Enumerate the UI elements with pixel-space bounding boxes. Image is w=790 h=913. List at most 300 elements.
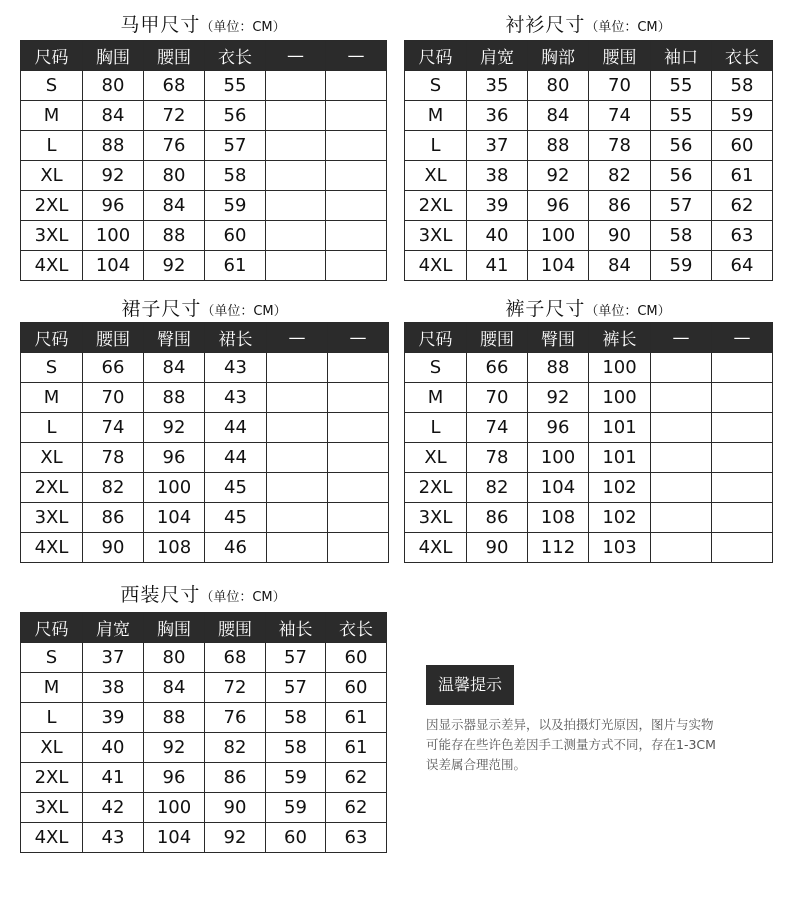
measure-cell: 64 (712, 251, 773, 281)
size-cell: XL (21, 733, 83, 763)
measure-cell: 88 (83, 131, 144, 161)
warm-tip-label: 温馨提示 (426, 665, 514, 705)
size-cell: M (21, 101, 83, 131)
measure-cell: 57 (205, 131, 266, 161)
measure-cell (712, 473, 773, 503)
measure-cell: 45 (205, 473, 267, 503)
measure-cell: 59 (266, 793, 326, 823)
table-row (21, 733, 387, 763)
column-header: 尺码 (405, 323, 467, 353)
measure-cell: 76 (205, 703, 266, 733)
measure-cell (651, 413, 712, 443)
column-header: 尺码 (21, 323, 83, 353)
measure-cell: 41 (83, 763, 144, 793)
column-header: 臀围 (528, 323, 589, 353)
size-cell: 2XL (21, 473, 83, 503)
column-header: — (712, 323, 773, 353)
measure-cell: 84 (83, 101, 144, 131)
column-header: — (328, 323, 389, 353)
table-row (405, 413, 773, 443)
measure-cell: 68 (144, 71, 205, 101)
table-row (21, 443, 389, 473)
measure-cell: 66 (83, 353, 144, 383)
measure-cell: 92 (205, 823, 266, 853)
suit-size-table (20, 612, 387, 853)
table-row (21, 643, 387, 673)
measure-cell: 96 (528, 413, 589, 443)
column-header: 衣长 (326, 613, 387, 643)
measure-cell (267, 353, 328, 383)
measure-cell: 60 (205, 221, 266, 251)
size-cell: XL (405, 161, 467, 191)
measure-cell (266, 101, 326, 131)
measure-cell (712, 503, 773, 533)
measure-cell: 100 (528, 443, 589, 473)
measure-cell: 46 (205, 533, 267, 563)
measure-cell (328, 473, 389, 503)
measure-cell: 84 (144, 191, 205, 221)
measure-cell: 57 (266, 673, 326, 703)
measure-cell: 43 (205, 383, 267, 413)
measure-cell: 86 (467, 503, 528, 533)
measure-cell (328, 413, 389, 443)
measure-cell (651, 533, 712, 563)
measure-cell: 37 (83, 643, 144, 673)
measure-cell: 60 (712, 131, 773, 161)
column-header: 肩宽 (467, 41, 528, 71)
measure-cell: 100 (589, 383, 651, 413)
size-cell: XL (21, 161, 83, 191)
measure-cell: 45 (205, 503, 267, 533)
measure-cell (326, 131, 387, 161)
measure-cell: 56 (651, 161, 712, 191)
measure-cell: 92 (83, 161, 144, 191)
size-cell: 2XL (21, 763, 83, 793)
pants-size-title: 裤子尺寸（单位：CM） (505, 298, 671, 320)
measure-cell (267, 383, 328, 413)
measure-cell: 55 (651, 101, 712, 131)
measure-cell (326, 161, 387, 191)
measure-cell (326, 191, 387, 221)
measure-cell: 56 (205, 101, 266, 131)
table-row (21, 221, 387, 251)
column-header: 衣长 (712, 41, 773, 71)
table-row (21, 101, 387, 131)
table-row (405, 383, 773, 413)
table-row (21, 673, 387, 703)
size-cell: 4XL (21, 533, 83, 563)
table-row (21, 191, 387, 221)
size-cell: M (405, 101, 467, 131)
measure-cell (267, 413, 328, 443)
measure-cell (328, 353, 389, 383)
measure-cell: 55 (651, 71, 712, 101)
measure-cell (266, 131, 326, 161)
measure-cell: 72 (144, 101, 205, 131)
warm-tip-line: 误差属合理范围。 (426, 757, 527, 772)
measure-cell: 80 (144, 161, 205, 191)
measure-cell (266, 221, 326, 251)
vest-size-block (20, 8, 386, 283)
measure-cell (651, 443, 712, 473)
measure-cell (267, 473, 328, 503)
column-header: 袖长 (266, 613, 326, 643)
measure-cell: 96 (528, 191, 589, 221)
skirt-size-title: 裙子尺寸（单位：CM） (121, 298, 287, 320)
size-cell: M (405, 383, 467, 413)
measure-cell: 41 (467, 251, 528, 281)
measure-cell: 74 (83, 413, 144, 443)
measure-cell: 74 (589, 101, 651, 131)
measure-cell: 38 (83, 673, 144, 703)
size-cell: L (405, 131, 467, 161)
measure-cell (651, 383, 712, 413)
table-row (405, 533, 773, 563)
column-header: 腰围 (205, 613, 266, 643)
measure-cell (267, 533, 328, 563)
measure-cell: 90 (589, 221, 651, 251)
measure-cell: 59 (712, 101, 773, 131)
column-header: 尺码 (405, 41, 467, 71)
table-row (21, 131, 387, 161)
measure-cell: 35 (467, 71, 528, 101)
measure-cell: 84 (144, 673, 205, 703)
column-header: 腰围 (467, 323, 528, 353)
measure-cell: 63 (712, 221, 773, 251)
measure-cell: 88 (144, 703, 205, 733)
measure-cell: 40 (83, 733, 144, 763)
measure-cell (712, 443, 773, 473)
header-row (405, 41, 773, 71)
shirt-size-block (404, 8, 772, 283)
size-cell: 3XL (21, 793, 83, 823)
table-row (21, 161, 387, 191)
measure-cell: 86 (205, 763, 266, 793)
measure-cell: 59 (651, 251, 712, 281)
table-row (405, 161, 773, 191)
table-row (21, 533, 389, 563)
column-header: — (651, 323, 712, 353)
measure-cell: 60 (326, 643, 387, 673)
measure-cell: 44 (205, 443, 267, 473)
table-row (21, 763, 387, 793)
column-header: 胸部 (528, 41, 589, 71)
size-cell: L (405, 413, 467, 443)
measure-cell: 62 (712, 191, 773, 221)
measure-cell: 56 (651, 131, 712, 161)
measure-cell: 104 (528, 251, 589, 281)
measure-cell (651, 473, 712, 503)
skirt-size-table (20, 322, 389, 563)
suit-size-block (20, 580, 386, 855)
vest-size-table (20, 40, 387, 281)
measure-cell: 108 (144, 533, 205, 563)
measure-cell: 82 (467, 473, 528, 503)
table-row (405, 353, 773, 383)
size-cell: S (21, 643, 83, 673)
size-cell: S (21, 353, 83, 383)
measure-cell: 92 (528, 383, 589, 413)
size-cell: M (21, 673, 83, 703)
measure-cell: 96 (144, 443, 205, 473)
vest-size-title: 马甲尺寸（单位：CM） (120, 14, 286, 36)
size-cell: 4XL (405, 251, 467, 281)
size-cell: L (21, 413, 83, 443)
measure-cell: 61 (326, 703, 387, 733)
measure-cell (712, 383, 773, 413)
measure-cell: 59 (205, 191, 266, 221)
measure-cell: 86 (589, 191, 651, 221)
measure-cell: 101 (589, 443, 651, 473)
measure-cell: 104 (144, 823, 205, 853)
pants-size-table (404, 322, 773, 563)
measure-cell (326, 251, 387, 281)
measure-cell: 62 (326, 763, 387, 793)
measure-cell: 36 (467, 101, 528, 131)
measure-cell: 74 (467, 413, 528, 443)
measure-cell: 100 (589, 353, 651, 383)
measure-cell: 59 (266, 763, 326, 793)
measure-cell: 38 (467, 161, 528, 191)
measure-cell: 102 (589, 503, 651, 533)
measure-cell: 39 (83, 703, 144, 733)
measure-cell (267, 503, 328, 533)
suit-size-title: 西装尺寸（单位：CM） (120, 584, 286, 606)
column-header: 胸围 (83, 41, 144, 71)
size-cell: S (405, 71, 467, 101)
measure-cell: 57 (651, 191, 712, 221)
size-cell: M (21, 383, 83, 413)
measure-cell: 88 (528, 353, 589, 383)
table-row (405, 71, 773, 101)
size-cell: XL (405, 443, 467, 473)
column-header: 尺码 (21, 41, 83, 71)
column-header: — (266, 41, 326, 71)
warm-tip-line: 因显示器显示差异，以及拍摄灯光原因，图片与实物 (426, 717, 714, 732)
measure-cell (267, 443, 328, 473)
measure-cell: 96 (83, 191, 144, 221)
table-row (405, 131, 773, 161)
measure-cell (266, 71, 326, 101)
measure-cell: 43 (83, 823, 144, 853)
warm-tip-line: 可能存在些许色差因手工测量方式不同，存在1-3CM (426, 737, 716, 752)
measure-cell (651, 503, 712, 533)
measure-cell: 92 (144, 251, 205, 281)
measure-cell: 63 (326, 823, 387, 853)
measure-cell: 90 (205, 793, 266, 823)
header-row (21, 41, 387, 71)
measure-cell: 70 (589, 71, 651, 101)
table-row (405, 251, 773, 281)
measure-cell: 61 (326, 733, 387, 763)
pants-size-block (404, 292, 772, 567)
column-header: 腰围 (589, 41, 651, 71)
measure-cell: 92 (144, 733, 205, 763)
table-row (21, 71, 387, 101)
table-row (21, 413, 389, 443)
size-cell: 4XL (21, 823, 83, 853)
measure-cell (326, 71, 387, 101)
table-row (405, 101, 773, 131)
measure-cell: 58 (266, 703, 326, 733)
table-row (405, 221, 773, 251)
measure-cell: 76 (144, 131, 205, 161)
measure-cell: 104 (144, 503, 205, 533)
column-header: — (267, 323, 328, 353)
column-header: 腰围 (83, 323, 144, 353)
size-cell: 4XL (21, 251, 83, 281)
measure-cell: 84 (144, 353, 205, 383)
column-header: 衣长 (205, 41, 266, 71)
measure-cell: 102 (589, 473, 651, 503)
shirt-size-table (404, 40, 773, 281)
measure-cell: 60 (266, 823, 326, 853)
measure-cell: 100 (528, 221, 589, 251)
measure-cell: 90 (83, 533, 144, 563)
measure-cell: 104 (83, 251, 144, 281)
measure-cell: 82 (589, 161, 651, 191)
measure-cell: 108 (528, 503, 589, 533)
column-header: 袖口 (651, 41, 712, 71)
measure-cell: 80 (528, 71, 589, 101)
warm-tip-text (426, 715, 776, 775)
measure-cell: 44 (205, 413, 267, 443)
shirt-size-title: 衬衫尺寸（单位：CM） (505, 14, 671, 36)
size-cell: S (21, 71, 83, 101)
measure-cell: 58 (205, 161, 266, 191)
measure-cell: 80 (83, 71, 144, 101)
measure-cell: 100 (83, 221, 144, 251)
measure-cell: 40 (467, 221, 528, 251)
measure-cell: 42 (83, 793, 144, 823)
measure-cell: 103 (589, 533, 651, 563)
measure-cell: 84 (589, 251, 651, 281)
column-header: 尺码 (21, 613, 83, 643)
size-cell: 4XL (405, 533, 467, 563)
measure-cell: 92 (144, 413, 205, 443)
table-row (405, 191, 773, 221)
column-header: 裤长 (589, 323, 651, 353)
measure-cell: 112 (528, 533, 589, 563)
column-header: 臀围 (144, 323, 205, 353)
measure-cell (712, 533, 773, 563)
measure-cell: 58 (712, 71, 773, 101)
measure-cell: 100 (144, 793, 205, 823)
size-cell: 3XL (21, 221, 83, 251)
measure-cell: 100 (144, 473, 205, 503)
measure-cell (712, 413, 773, 443)
size-cell: 2XL (21, 191, 83, 221)
header-row (21, 613, 387, 643)
measure-cell (326, 101, 387, 131)
table-row (21, 503, 389, 533)
measure-cell: 96 (144, 763, 205, 793)
measure-cell: 62 (326, 793, 387, 823)
size-cell: S (405, 353, 467, 383)
column-header: 腰围 (144, 41, 205, 71)
size-cell: L (21, 703, 83, 733)
measure-cell: 104 (528, 473, 589, 503)
measure-cell: 68 (205, 643, 266, 673)
table-row (21, 703, 387, 733)
measure-cell: 43 (205, 353, 267, 383)
measure-cell: 101 (589, 413, 651, 443)
measure-cell: 78 (467, 443, 528, 473)
table-row (405, 473, 773, 503)
measure-cell: 78 (589, 131, 651, 161)
measure-cell: 61 (712, 161, 773, 191)
measure-cell: 57 (266, 643, 326, 673)
measure-cell: 92 (528, 161, 589, 191)
column-header: 肩宽 (83, 613, 144, 643)
size-cell: 2XL (405, 473, 467, 503)
measure-cell: 37 (467, 131, 528, 161)
measure-cell: 88 (144, 221, 205, 251)
measure-cell (712, 353, 773, 383)
table-row (21, 383, 389, 413)
measure-cell (266, 251, 326, 281)
measure-cell (266, 161, 326, 191)
measure-cell: 90 (467, 533, 528, 563)
table-row (21, 823, 387, 853)
measure-cell: 84 (528, 101, 589, 131)
table-row (21, 353, 389, 383)
measure-cell: 82 (205, 733, 266, 763)
measure-cell: 60 (326, 673, 387, 703)
size-cell: 3XL (405, 503, 467, 533)
measure-cell: 66 (467, 353, 528, 383)
table-row (405, 443, 773, 473)
measure-cell: 61 (205, 251, 266, 281)
measure-cell: 58 (266, 733, 326, 763)
column-header: 裙长 (205, 323, 267, 353)
measure-cell: 58 (651, 221, 712, 251)
measure-cell (266, 191, 326, 221)
size-cell: 2XL (405, 191, 467, 221)
measure-cell: 86 (83, 503, 144, 533)
measure-cell: 70 (83, 383, 144, 413)
table-row (21, 251, 387, 281)
size-cell: 3XL (405, 221, 467, 251)
skirt-size-block (20, 292, 388, 567)
measure-cell: 88 (528, 131, 589, 161)
measure-cell: 55 (205, 71, 266, 101)
table-row (405, 503, 773, 533)
table-row (21, 473, 389, 503)
measure-cell: 72 (205, 673, 266, 703)
measure-cell: 70 (467, 383, 528, 413)
measure-cell: 78 (83, 443, 144, 473)
column-header: 胸围 (144, 613, 205, 643)
column-header: — (326, 41, 387, 71)
header-row (405, 323, 773, 353)
size-cell: L (21, 131, 83, 161)
measure-cell (328, 533, 389, 563)
measure-cell (328, 503, 389, 533)
measure-cell: 80 (144, 643, 205, 673)
measure-cell (651, 353, 712, 383)
header-row (21, 323, 389, 353)
size-cell: XL (21, 443, 83, 473)
measure-cell (328, 443, 389, 473)
measure-cell (328, 383, 389, 413)
measure-cell: 39 (467, 191, 528, 221)
measure-cell: 82 (83, 473, 144, 503)
table-row (21, 793, 387, 823)
size-cell: 3XL (21, 503, 83, 533)
measure-cell: 88 (144, 383, 205, 413)
measure-cell (326, 221, 387, 251)
